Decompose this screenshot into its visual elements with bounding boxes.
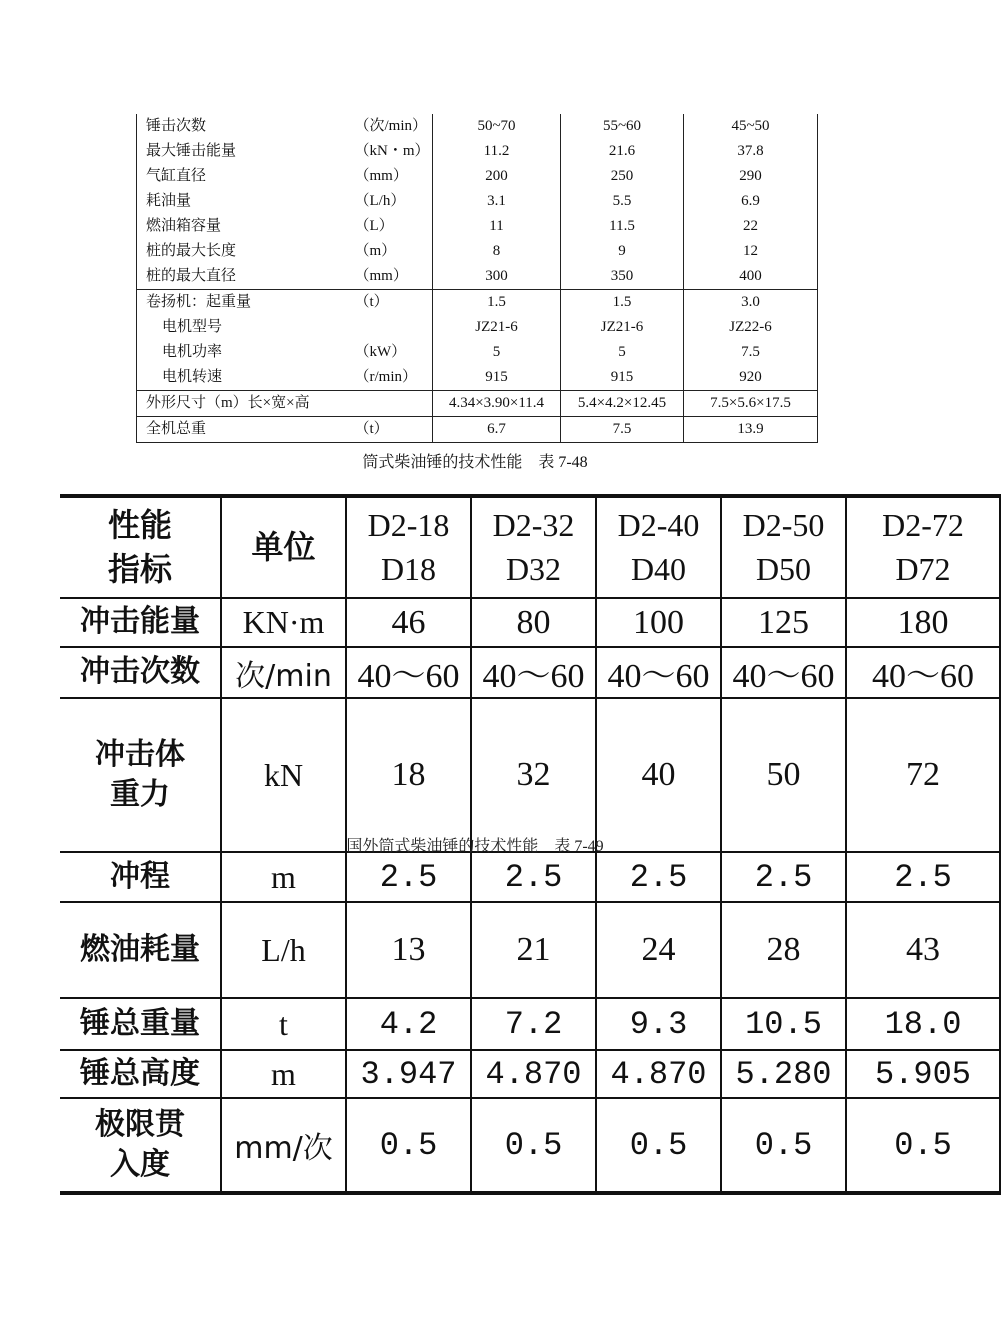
table-row bbox=[60, 998, 1000, 1050]
row-name: 全机总重 bbox=[137, 417, 345, 443]
cell: 10.5 bbox=[721, 998, 846, 1050]
cell: 45~50 bbox=[684, 114, 818, 139]
cell: 0.5 bbox=[346, 1098, 471, 1193]
cell: 400 bbox=[684, 264, 818, 290]
table-row bbox=[137, 189, 818, 214]
cell: 50~70 bbox=[433, 114, 561, 139]
cell: 290 bbox=[684, 164, 818, 189]
row-label bbox=[60, 698, 221, 852]
row-unit: （t） bbox=[345, 417, 433, 443]
row-unit: （m） bbox=[345, 239, 433, 264]
cell: 21.6 bbox=[561, 139, 684, 164]
table-row bbox=[137, 290, 818, 316]
row-unit: （mm） bbox=[345, 164, 433, 189]
cell: 6.9 bbox=[684, 189, 818, 214]
model-alias: D18 bbox=[380, 550, 437, 587]
row-unit: （kW） bbox=[345, 340, 433, 365]
row-name: 最大锤击能量 bbox=[137, 139, 345, 164]
table-row bbox=[137, 214, 818, 239]
cell: 40 bbox=[596, 698, 721, 852]
caption-number: 表 7-48 bbox=[538, 454, 588, 471]
row-name: 卷扬机：起重量 bbox=[137, 290, 345, 316]
cell: 920 bbox=[684, 365, 818, 391]
cell: 40～60 bbox=[596, 647, 721, 698]
cell: 46 bbox=[346, 598, 471, 647]
cell: 40～60 bbox=[846, 647, 1000, 698]
cell: 915 bbox=[433, 365, 561, 391]
cell: 22 bbox=[684, 214, 818, 239]
header-model bbox=[346, 496, 471, 598]
row-unit: m bbox=[221, 852, 346, 902]
row-label: 冲击次数 bbox=[60, 647, 221, 698]
cell: 9.3 bbox=[596, 998, 721, 1050]
header-label bbox=[60, 496, 221, 598]
table-row bbox=[137, 114, 818, 139]
row-label-line2: 重力 bbox=[110, 777, 170, 812]
row-label: 锤总高度 bbox=[60, 1050, 221, 1098]
cell: 28 bbox=[721, 902, 846, 998]
model-alias: D50 bbox=[755, 550, 812, 587]
table-row bbox=[60, 1050, 1000, 1098]
row-unit: KN·m bbox=[221, 598, 346, 647]
cell: 18 bbox=[346, 698, 471, 852]
cell: 40～60 bbox=[346, 647, 471, 698]
row-unit: （mm） bbox=[345, 264, 433, 290]
cell: 40～60 bbox=[721, 647, 846, 698]
cell: 2.5 bbox=[596, 852, 721, 902]
header-model bbox=[596, 496, 721, 598]
table-row bbox=[137, 139, 818, 164]
cell: 11.2 bbox=[433, 139, 561, 164]
table-row bbox=[137, 340, 818, 365]
table-row bbox=[60, 852, 1000, 902]
cell: 5.905 bbox=[846, 1050, 1000, 1098]
row-unit: m bbox=[221, 1050, 346, 1098]
model-name: D2-40 bbox=[617, 507, 700, 544]
cell: 72 bbox=[846, 698, 1000, 852]
row-unit: （L/h） bbox=[345, 189, 433, 214]
header-model bbox=[471, 496, 596, 598]
cell: 5.4×4.2×12.45 bbox=[561, 391, 684, 417]
row-name: 桩的最大直径 bbox=[137, 264, 345, 290]
cell: JZ22-6 bbox=[684, 315, 818, 340]
table-caption bbox=[0, 449, 950, 472]
row-label-line2: 入度 bbox=[110, 1147, 170, 1182]
model-alias: D32 bbox=[505, 550, 562, 587]
model-alias: D40 bbox=[630, 550, 687, 587]
cell: 55~60 bbox=[561, 114, 684, 139]
table-row bbox=[137, 164, 818, 189]
row-name: 电机转速 bbox=[137, 365, 345, 391]
row-label-line1: 冲击体 bbox=[95, 736, 185, 772]
cell: 5.280 bbox=[721, 1050, 846, 1098]
cell: 37.8 bbox=[684, 139, 818, 164]
row-label: 燃油耗量 bbox=[60, 902, 221, 998]
cell: 5 bbox=[561, 340, 684, 365]
row-name: 耗油量 bbox=[137, 189, 345, 214]
header-row bbox=[60, 496, 1000, 598]
row-unit: （t） bbox=[345, 290, 433, 316]
cell: 7.5 bbox=[561, 417, 684, 443]
row-unit: 次/min bbox=[221, 647, 346, 698]
cell: 18.0 bbox=[846, 998, 1000, 1050]
cell: 7.2 bbox=[471, 998, 596, 1050]
header-label-line1: 性能 bbox=[107, 506, 172, 545]
row-unit bbox=[345, 315, 433, 340]
cell: 2.5 bbox=[346, 852, 471, 902]
table-row bbox=[137, 365, 818, 391]
model-name: D2-18 bbox=[367, 507, 450, 544]
cell: 125 bbox=[721, 598, 846, 647]
cell: 6.7 bbox=[433, 417, 561, 443]
table-row bbox=[137, 239, 818, 264]
cell: 4.870 bbox=[471, 1050, 596, 1098]
cell: 0.5 bbox=[721, 1098, 846, 1193]
row-label-line1: 极限贯 bbox=[95, 1106, 185, 1142]
cell: 24 bbox=[596, 902, 721, 998]
cell: 40～60 bbox=[471, 647, 596, 698]
header-label-line2: 指标 bbox=[107, 549, 172, 588]
cell: 32 bbox=[471, 698, 596, 852]
table-row bbox=[60, 598, 1000, 647]
cell: 180 bbox=[846, 598, 1000, 647]
cell: 13 bbox=[346, 902, 471, 998]
row-name: 外形尺寸（m）长×宽×高 bbox=[137, 391, 433, 417]
table-row bbox=[60, 1098, 1000, 1193]
header-model bbox=[846, 496, 1000, 598]
cell: 80 bbox=[471, 598, 596, 647]
spec-table-small bbox=[136, 114, 818, 443]
cell: 4.870 bbox=[596, 1050, 721, 1098]
cell: 4.2 bbox=[346, 998, 471, 1050]
table-row bbox=[137, 264, 818, 290]
table-row bbox=[137, 391, 818, 417]
cell: 43 bbox=[846, 902, 1000, 998]
row-unit: t bbox=[221, 998, 346, 1050]
cell: 250 bbox=[561, 164, 684, 189]
cell: 4.34×3.90×11.4 bbox=[433, 391, 561, 417]
row-name: 锤击次数 bbox=[137, 114, 345, 139]
model-name: D2-32 bbox=[492, 507, 575, 544]
cell: 2.5 bbox=[721, 852, 846, 902]
row-label: 锤总重量 bbox=[60, 998, 221, 1050]
model-name: D2-50 bbox=[742, 507, 825, 544]
caption-text: 筒式柴油锤的技术性能 bbox=[362, 452, 523, 471]
row-name: 桩的最大长度 bbox=[137, 239, 345, 264]
row-unit: kN bbox=[221, 698, 346, 852]
row-label bbox=[60, 1098, 221, 1193]
cell: 1.5 bbox=[561, 290, 684, 316]
table-row bbox=[137, 417, 818, 443]
cell: 0.5 bbox=[471, 1098, 596, 1193]
row-name: 气缸直径 bbox=[137, 164, 345, 189]
row-unit: （r/min） bbox=[345, 365, 433, 391]
cell: 3.0 bbox=[684, 290, 818, 316]
cell: 12 bbox=[684, 239, 818, 264]
cell: 3.1 bbox=[433, 189, 561, 214]
table-row bbox=[137, 315, 818, 340]
row-name: 电机功率 bbox=[137, 340, 345, 365]
cell: 350 bbox=[561, 264, 684, 290]
cell: 13.9 bbox=[684, 417, 818, 443]
caption-text: 国外筒式柴油锤的技术性能 bbox=[346, 836, 539, 855]
header-unit: 单位 bbox=[221, 496, 346, 598]
table-caption bbox=[0, 833, 950, 856]
model-alias: D72 bbox=[895, 550, 951, 587]
cell: 7.5×5.6×17.5 bbox=[684, 391, 818, 417]
row-name: 电机型号 bbox=[137, 315, 345, 340]
cell: 2.5 bbox=[846, 852, 1000, 902]
cell: 21 bbox=[471, 902, 596, 998]
cell: 7.5 bbox=[684, 340, 818, 365]
cell: 11 bbox=[433, 214, 561, 239]
row-unit: （kN・m） bbox=[345, 139, 433, 164]
cell: 100 bbox=[596, 598, 721, 647]
row-unit: L/h bbox=[221, 902, 346, 998]
model-name: D2-72 bbox=[882, 507, 964, 544]
cell: 50 bbox=[721, 698, 846, 852]
row-unit: mm/次 bbox=[221, 1098, 346, 1193]
cell: 0.5 bbox=[596, 1098, 721, 1193]
cell: 5 bbox=[433, 340, 561, 365]
cell: JZ21-6 bbox=[561, 315, 684, 340]
row-unit: （次/min） bbox=[345, 114, 433, 139]
cell: 8 bbox=[433, 239, 561, 264]
row-label: 冲击能量 bbox=[60, 598, 221, 647]
cell: 200 bbox=[433, 164, 561, 189]
table-row bbox=[60, 902, 1000, 998]
header-model bbox=[721, 496, 846, 598]
cell: 3.947 bbox=[346, 1050, 471, 1098]
cell: 5.5 bbox=[561, 189, 684, 214]
table-row bbox=[60, 647, 1000, 698]
cell: 0.5 bbox=[846, 1098, 1000, 1193]
cell: 1.5 bbox=[433, 290, 561, 316]
row-label: 冲程 bbox=[60, 852, 221, 902]
table-row bbox=[60, 698, 1000, 852]
cell: 2.5 bbox=[471, 852, 596, 902]
cell: JZ21-6 bbox=[433, 315, 561, 340]
row-name: 燃油箱容量 bbox=[137, 214, 345, 239]
cell: 9 bbox=[561, 239, 684, 264]
cell: 300 bbox=[433, 264, 561, 290]
caption-number: 表 7-49 bbox=[554, 838, 604, 855]
row-unit: （L） bbox=[345, 214, 433, 239]
cell: 915 bbox=[561, 365, 684, 391]
cell: 11.5 bbox=[561, 214, 684, 239]
